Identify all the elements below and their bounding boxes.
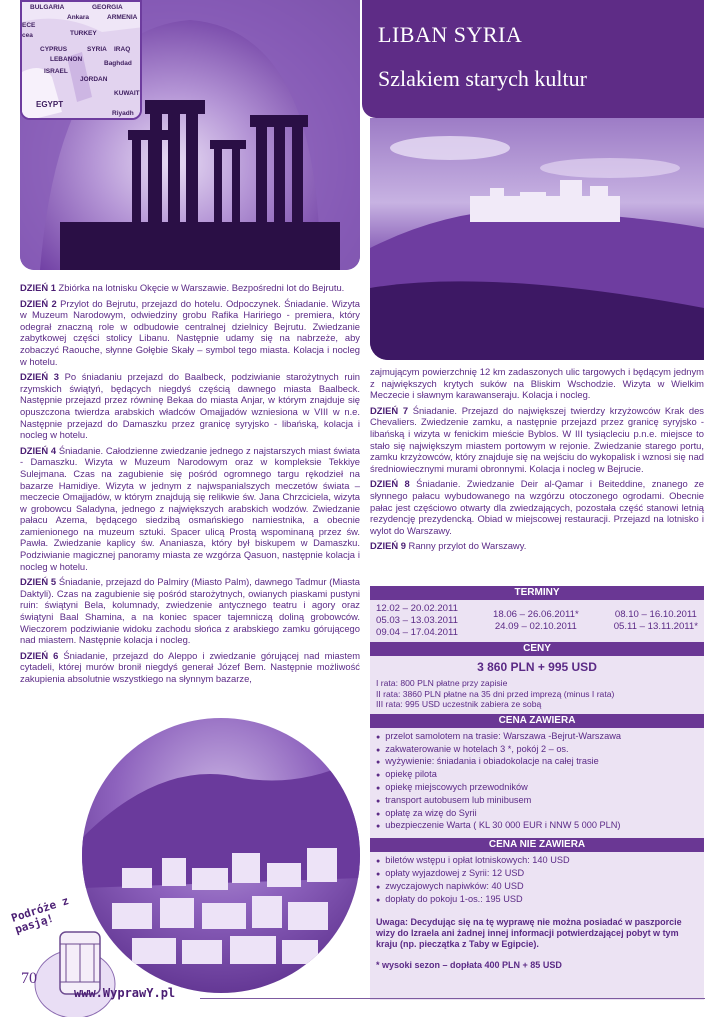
day-text: Śniadanie. Całodzienne zwiedzanie jednego z najstarszych miast świata - Damaszku. Wizyta w Muzeum Narodowym oraz w kompleksie Tekkiye Sulejmana. Czas na zagubienie się pośród ogromnego targu rękodzieł na bazarze Hamidiye. Wizyta w jednym z najwspanialszych meczetów świata – meczecie Omajjadów, w którym znajdują się relikwie św. Jana Chrzciciela, wizyta w grobowcu Saladyna, jednego z największych arabskich wodzów. Zwiedzanie pałacu Azema, będącego siedzibą osmańskiego namiestnika, a obecnie zamienionego na muzeum sztuki. Spacer ulicą Prostą wspominaną przez św. Pawła. Zwiedzanie kaplicy św. Ananiasza, który był biskupem w Damaszku. Podziwianie magicznej panoramy miasta ze wzgórza Qasuon, następnie kolacja i nocleg w hotelu.	[20, 444, 360, 572]
list-item: ● przelot samolotem na trasie: Warszawa -Bejrut-Warszawa	[376, 731, 698, 744]
day-text: Przylot do Bejrutu, przejazd do hotelu. Odpoczynek. Śniadanie. Wizyta w Muzeum Narodowym, odwiedziny grobu Rafika Haririego - premiera, który odegrał znaczną role w odbudowie centralnej dzielnicy Bejrutu. Zwiedzanie zabytkowej części stolicy Libanu. Następnie udamy się na nabrzeże, aby zobaczyć Raouche, słynne Gołębie Skały – symbol tego miasta. Kolacja i nocleg w hotelu.	[20, 297, 360, 367]
day-entry	[370, 366, 704, 401]
map-label: JORDAN	[80, 76, 108, 83]
slogan-badge	[9, 894, 140, 1017]
map-label: BULGARIA	[30, 4, 65, 11]
payment-rates	[370, 678, 704, 714]
website-link[interactable]: www.WyprawY.pl	[74, 986, 176, 1000]
day-label: DZIEŃ 8	[370, 478, 410, 490]
day-text: Śniadanie. Zwiedzanie Deir al-Qamar i Beiteddine, znanego ze słynnego pałacu wybudowanego na wzgórzu otoczonego ogrodami. Obecnie pałac jest częściowo otwarty dla zwiedzających, pozostała część stanowi letnią rezydencję prezydencką. Obiad w miejscowej restauracji. Przejazd na lotnisko i wylot do Warszawy.	[370, 478, 704, 536]
map-label: SYRIA	[87, 46, 107, 53]
day-text: Po śniadaniu przejazd do Baalbeck, podziwianie starożytnych ruin rzymskich świątyń, będących niegdyś częścią dawnego miasta Baalbeck. Następnie przejazd przez równinę Bekaa do miasta Anjar, w którym znajduje się opuszczona twierdza arabskich władców Omajjadów wzniesiona w VIII w n.e. Następnie przejazd do Damaszku przez granicę syryjsko - libańską, kolacja i nocleg w hotelu.	[20, 371, 360, 441]
map-label: IRAQ	[114, 46, 131, 53]
dates-col	[493, 603, 579, 639]
map-label: Riyadh	[112, 110, 134, 117]
terminy-header: TERMINY	[370, 586, 704, 600]
day-text: Śniadanie, przejazd do Aleppo i zwiedzanie górującej nad miastem cytadeli, której murów bronił niegdyś generał Józef Bem. Następnie możliwość zakupienia absolutnie wszystkiego na słynnym bazarze,	[20, 649, 361, 684]
day-text: Ranny przylot do Warszawy.	[405, 540, 527, 552]
map-label: ARMENIA	[107, 14, 138, 21]
itinerary-left	[20, 282, 360, 689]
list-item: ● opłatę za wizę do Syrii	[376, 808, 698, 821]
date-range: 05.03 – 13.03.2011	[376, 615, 458, 626]
dates-col	[376, 603, 458, 639]
day-label: DZIEŃ 2	[20, 297, 57, 309]
cena-nie-zawiera-header: CENA NIE ZAWIERA	[370, 838, 704, 852]
footer-divider	[200, 998, 705, 999]
day-text: zajmującym powierzchnię 12 km zadaszonych ulic targowych i będącym jednym z największych krytych suków na Bliskim Wschodzie. Wizyta w Wielkim Meczecie i sławnym karawanseraju. Kolacja i nocleg.	[370, 366, 704, 401]
day-entry	[20, 445, 360, 573]
info-box	[370, 586, 704, 1000]
page-title: LIBAN SYRIA	[378, 22, 523, 47]
date-range: 18.06 – 26.06.2011*	[492, 609, 579, 620]
dates-col	[614, 603, 698, 639]
day-entry	[20, 298, 360, 368]
high-season-note: * wysoki sezon – dopłata 400 PLN + 85 USD	[376, 960, 562, 971]
cena-zawiera-header: CENA ZAWIERA	[370, 714, 704, 728]
day-label: DZIEŃ 6	[20, 649, 59, 661]
date-range: 05.11 – 13.11.2011*	[613, 621, 698, 632]
day-label: DZIEŃ 7	[370, 404, 409, 416]
map-label: Ankara	[67, 14, 90, 21]
day-entry	[20, 371, 360, 441]
rate-line: III rata: 995 USD uczestnik zabiera ze sobą	[376, 699, 542, 710]
day-label: DZIEŃ 1	[20, 282, 56, 293]
page-number: 70	[21, 970, 37, 987]
map-label: cea	[22, 32, 33, 39]
included-list	[370, 728, 704, 838]
date-range: 09.04 – 17.04.2011	[376, 627, 458, 638]
rate-line: II rata: 3860 PLN płatne na 35 dni przed imprezą (minus I rata)	[376, 688, 615, 699]
list-item: ● opiekę miejscowych przewodników	[376, 782, 698, 795]
page-subtitle: Szlakiem starych kultur	[378, 66, 587, 91]
excluded-list	[370, 852, 704, 911]
warning-note: Uwaga: Decydując się na tę wyprawę nie można posiadać w paszporcie wizy do Izraela ani żadnej innej informacji potwierdzającej pobyt w tym kraju (np. pieczątka z Taby w Egipcie).	[376, 917, 682, 950]
itinerary-right	[370, 366, 704, 556]
day-entry	[20, 650, 360, 685]
list-item: ● dopłaty do pokoju 1-os.: 195 USD	[376, 894, 698, 907]
region-map	[20, 0, 142, 120]
day-text: Śniadanie. Przejazd do największej twierdzy krzyżowców Krak des Chevaliers. Zwiedzenie zamku, a następnie przejazd przez granicę syryjsko - libańską i wizyta w fenickim mieście Byblos. W III tysiącleciu p.n.e. miejsce to stało się największym miastem portowym w rejonie. Zwiedzanie starego portu, zamku krzyżowców, który znajduje się na wejściu do wykopalisk i wznosi się nad średniowiecznymi murami obronnymi. Kolacja i nocleg w Bejrucie.	[370, 404, 704, 474]
terminy-dates	[370, 600, 704, 642]
map-label: CYPRUS	[40, 46, 68, 53]
list-item: ● transport autobusem lub minibusem	[376, 795, 698, 808]
map-label: LEBANON	[50, 56, 83, 63]
krak-des-chevaliers-photo	[370, 118, 704, 360]
map-label: GEORGIA	[92, 4, 123, 11]
title-banner	[362, 0, 704, 118]
ceny-header: CENY	[370, 642, 704, 656]
list-item: ● opiekę pilota	[376, 769, 698, 782]
list-item: ● opłaty wyjazdowej z Syrii: 12 USD	[376, 868, 698, 881]
day-entry	[20, 576, 360, 646]
slogan-text: Podróże z pasją!	[9, 894, 71, 937]
map-label: TURKEY	[70, 30, 97, 37]
map-label: ISRAEL	[44, 68, 68, 75]
day-entry	[370, 540, 704, 552]
list-item: ● wyżywienie: śniadania i obiadokolacje na całej trasie	[376, 756, 698, 769]
day-label: DZIEŃ 4	[20, 444, 57, 456]
day-entry	[370, 405, 704, 475]
map-label: EGYPT	[36, 100, 64, 109]
day-label: DZIEŃ 9	[370, 540, 406, 552]
map-label: KUWAIT	[114, 90, 140, 97]
list-item: ● ubezpieczenie Warta ( KL 30 000 EUR i NNW 5 000 PLN)	[376, 820, 698, 833]
date-range: 08.10 – 16.10.2011	[614, 609, 697, 620]
map-label: ECE	[22, 22, 36, 29]
list-item: ● biletów wstępu i opłat lotniskowych: 140 USD	[376, 855, 698, 868]
list-item: ● zwyczajowych napiwków: 40 USD	[376, 881, 698, 894]
day-entry	[370, 478, 704, 536]
day-label: DZIEŃ 5	[20, 576, 57, 588]
list-item: ● zakwaterowanie w hotelach 3 *, pokój 2 – os.	[376, 744, 698, 757]
price-total: 3 860 PLN + 995 USD	[477, 660, 597, 674]
day-entry	[20, 282, 360, 294]
day-text: Zbiórka na lotnisku Okęcie w Warszawie. Bezpośredni lot do Bejrutu.	[55, 282, 345, 293]
rate-line: I rata: 800 PLN płatne przy zapisie	[376, 678, 508, 688]
date-range: 12.02 – 20.02.2011	[376, 603, 458, 614]
date-range: 24.09 – 02.10.2011	[494, 621, 577, 632]
day-text: Śniadanie, przejazd do Palmiry (Miasto Palm), dawnego Tadmur (Miasta Daktyli). Czas na zagubienie się pośród starożytnych, owianych piaskami pustyni ruin: świątyni Bela, kolumnady, zwiedzenie antycznego teatru i agory oraz świątyni Baal Shamina, a na koniec spacer tajemniczą doliną grobowców. Wieczorem podziwianie widoku zachodu słońca z arabskiego zamku górującego nad miastem. Następnie kolacja i nocleg.	[20, 576, 360, 646]
map-label: Baghdad	[104, 60, 132, 67]
day-label: DZIEŃ 3	[20, 371, 59, 383]
